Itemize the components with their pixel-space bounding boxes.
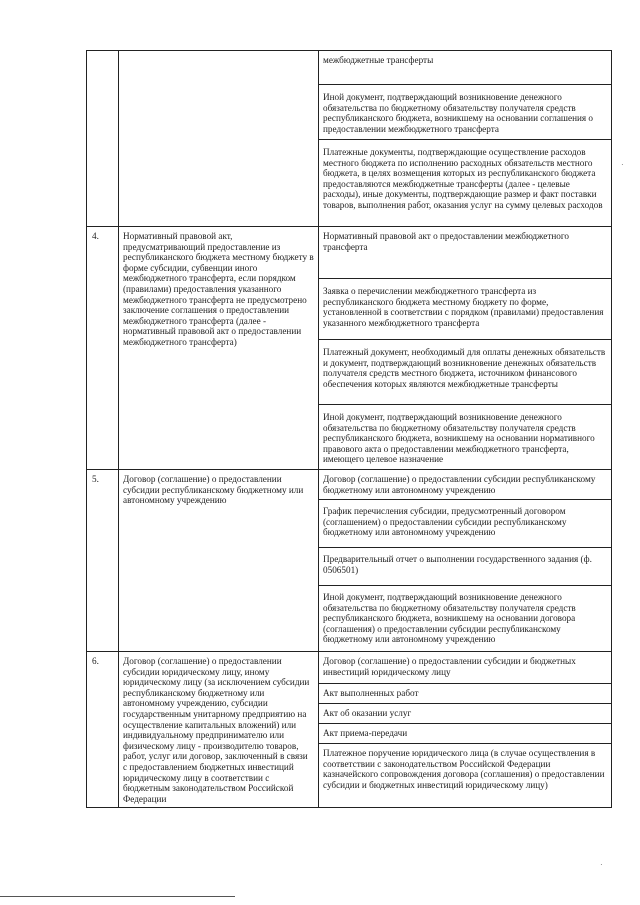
table-row (87, 51, 612, 85)
row-number (87, 51, 119, 227)
documents-table (86, 50, 612, 808)
document-cell: Иной документ, подтверждающий возникновение денежного обязательства по бюджетному обязательству получателя средств республиканского бюджета, возникшему на основании нормативного правового акта о предоставлении межбюджетного трансферта, имеющего целевое назначение (319, 405, 612, 470)
document-table (86, 50, 612, 808)
document-cell: Договор (соглашение) о предоставлении субсидии республиканскому бюджетному или автономному учреждению (319, 470, 612, 500)
row-description: Нормативный правовой акт, предусматривающий предоставление из республиканского бюджета местному бюджету в форме субсидии, субвенции иного межбюджетного трансферта, если порядком (правилами) предоставления указанного межбюджетного трансферта не предусмотрено заключение соглашения о предоставлении межбюджетного трансферта (далее - нормативный правовой акт о предоставлении межбюджетного трансферта) (119, 227, 319, 470)
document-cell: Заявка о перечислении межбюджетного трансферта из республиканского бюджета местному бюджету по форме, установленной в соответствии с порядком (правилами) предоставления указанного межбюджетного трансферта (319, 279, 612, 340)
scan-mark: · (621, 160, 624, 169)
document-cell: Платежный документ, необходимый для оплаты денежных обязательств и документ, подтверждающий возникновение денежных обязательств получателя средств местного бюджета, источником финансового обеспечения которых являются межбюджетные трансферты (319, 340, 612, 405)
document-cell: Платежные документы, подтверждающие осуществление расходов местного бюджета по исполнению расходных обязательств местного бюджета, в целях возмещения которых из республиканского бюджета предоставляются межбюджетные трансферты (далее - целевые расходы), иные документы, подтверждающие размер и факт поставки товаров, выполнения работ, оказания услуг на сумму целевых расходов (319, 140, 612, 227)
document-cell: Акт приема-передачи (319, 724, 612, 744)
document-cell: межбюджетные трансферты (319, 51, 612, 85)
document-cell: Нормативный правовой акт о предоставлении межбюджетного трансферта (319, 227, 612, 279)
document-cell: Предварительный отчет о выполнении государственного задания (ф. 0506501) (319, 548, 612, 586)
table-row (87, 652, 612, 684)
row-number: 5. (87, 470, 119, 652)
document-cell: Иной документ, подтверждающий возникновение денежного обязательства по бюджетному обязательству получателя средств республиканского бюджета, возникшему на основании соглашения о предоставлении межбюджетного трансферта (319, 85, 612, 140)
row-description (119, 51, 319, 227)
row-number: 4. (87, 227, 119, 470)
scan-mark: · (600, 860, 603, 869)
table-row (87, 227, 612, 279)
footer-rule (0, 896, 235, 897)
document-cell: Иной документ, подтверждающий возникновение денежного обязательства по бюджетному обязательству получателя средств республиканского бюджета, возникшему на основании договора (соглашения) о предоставлении субсидии республиканскому бюджетному или автономному учреждению (319, 586, 612, 652)
document-cell: Договор (соглашение) о предоставлении субсидии и бюджетных инвестиций юридическому лицу (319, 652, 612, 684)
row-description: Договор (соглашение) о предоставлении субсидии республиканскому бюджетному или автономному учреждению (119, 470, 319, 652)
document-cell: График перечисления субсидии, предусмотренный договором (соглашением) о предоставлении субсидии республиканскому бюджетному или автономному учреждению (319, 500, 612, 548)
row-number: 6. (87, 652, 119, 808)
table-row (87, 470, 612, 500)
row-description: Договор (соглашение) о предоставлении субсидии юридическому лицу, иному юридическому лицу (за исключением субсидии республиканскому бюджетному или автономному учреждению, субсидии государственным унитарному предприятию на осуществление капитальных вложений) или индивидуальному предпринимателю или физическому лицу - производителю товаров, работ, услуг или договор, заключенный в связи с предоставлением бюджетных инвестиций юридическому лицу в соответствии с бюджетным законодательством Российской Федерации (119, 652, 319, 808)
document-cell: Акт выполненных работ (319, 684, 612, 704)
document-cell: Акт об оказании услуг (319, 704, 612, 724)
document-cell: Платежное поручение юридического лица (в случае осуществления в соответствии с законодательством Российской Федерации казначейского сопровождения договора (соглашения) о предоставлении субсидии и бюджетных инвестиций юридическому лицу) (319, 744, 612, 808)
